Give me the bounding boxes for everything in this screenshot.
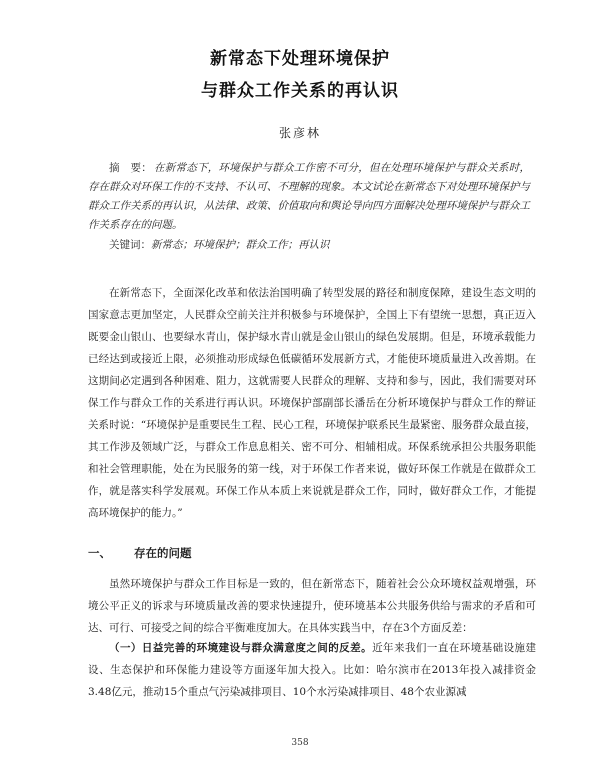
page-number: 358 (291, 738, 309, 748)
item-paragraph (88, 637, 536, 703)
title-line-1: 新常态下处理环境保护 (210, 49, 390, 69)
abstract-text: 在新常态下，环境保护与群众工作密不可分，但在处理环境保护与群众关系时，存在群众对环保工作的不支持、不认可、不理解的现象。本文试论在新常态下对处理环境保护与群众工作关系的再认识，从法律、政策、价值取向和舆论导向四方面解决处理环境保护与群众工作关系存在的问题。 (88, 162, 530, 231)
item-lead: （一）日益完善的环境建设与群众满意度之间的反差。 (109, 642, 373, 654)
abstract-label: 摘 要： (109, 162, 152, 174)
section-title: 存在的问题 (134, 546, 192, 560)
keywords-label: 关键词： (109, 239, 151, 251)
intro-paragraph: 在新常态下，全面深化改革和依法治国明确了转型发展的路径和制度保障，建设生态文明的国家意志更加坚定，人民群众空前关注并积极参与环境保护，全国上下有望统一思想，真正迈入既要金山银山、也要绿水青山，保护绿水青山就是金山银山的绿色发展期。但是，环境承载能力已经达到或接近上限，必须推动形成绿色低碳循环发展新方式，才能使环境质量进入改善期。在这期间必定遇到各种困难、阻力，这就需要人民群众的理解、支持和参与，因此，我们需要对环保工作与群众工作的关系进行再认识。环境保护部副部长潘岳在分析环境保护与群众工作的辩证关系时说：“环境保护是重要民生工程、民心工程，环境保护联系民生最紧密、服务群众最直接，其工作涉及领域广泛，与群众工作息息相关、密不可分、相辅相成。环保系统承担公共服务职能和社会管理职能，处在为民服务的第一线，对于环保工作者来说，做好环保工作就是在做群众工作，就是落实科学发展观。环保工作从本质上来说就是群众工作，同时，做好群众工作，才能提高环境保护的能力。” (88, 287, 536, 519)
title-line-2: 与群众工作关系的再认识 (201, 81, 399, 101)
section-paragraph: 虽然环境保护与群众工作目标是一致的，但在新常态下，随着社会公众环境权益观增强，环境公平正义的诉求与环境质量改善的要求快速提升，使环境基本公共服务供给与需求的矛盾和可达、可行、可接受之间的综合平衡难度加大。在具体实践当中，存在3个方面反差： (88, 578, 536, 634)
section-number: 一、 (88, 546, 111, 560)
abstract (88, 159, 530, 235)
section-heading (88, 545, 192, 561)
keywords (88, 236, 530, 255)
keywords-text: 新常态；环境保护；群众工作；再认识 (151, 239, 330, 251)
item-text: 近年来我们一直在环境基础设施建设、生态保护和环保能力建设等方面逐年加大投入。比如：哈尔滨市在2013年投入减排资金3.48亿元，推动15个重点气污染减排项目、10个水污染减排项目、48个农业源减 (88, 642, 537, 698)
author: 张彦林 (278, 126, 321, 140)
